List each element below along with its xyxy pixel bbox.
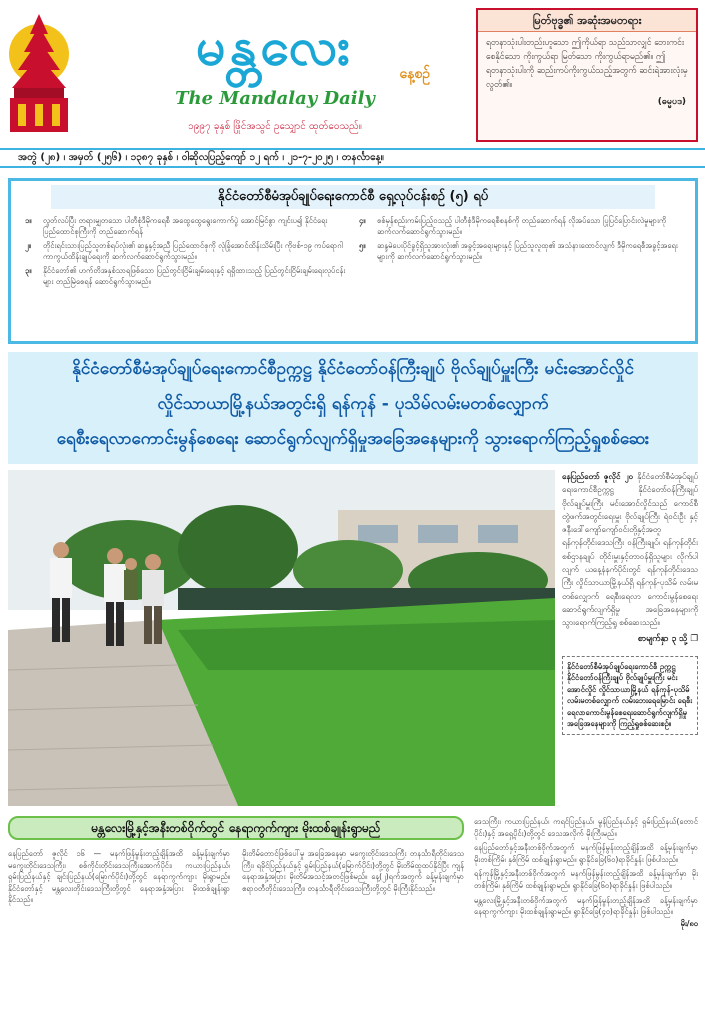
roadmap-item <box>25 265 347 287</box>
roadmap-column-right <box>353 215 687 290</box>
story-body: နိုင်ငံတော်စီမံအုပ်ချုပ်ရေးကောင်စီဥက္ကဋ္ဌ နိုင်ငံတော်ဝန်ကြီးချုပ် ဗိုလ်ချုပ်မှူးကြီး မင်းအောင်လှိုင်သည် ကောင်စီ တွဲဖက်အတွင်းရေးမှူး ဗိုလ်ချုပ်ကြီး ရဲဝင်းဦး နှင့် ဇနီးဒေါ်ကျော်ကျော်ဝင်းတို့နှင့်အတူ ရန်ကုန်တိုင်းဒေသကြီး ဝန်ကြီးချုပ်၊ ရန်ကုန်တိုင်းစစ်ဌာနချုပ် တိုင်းမှူးနှင့်တာဝန်ရှိသူများ လိုက်ပါလျက် ယနေ့နံနက်ပိုင်းတွင် ရန်ကုန်တိုင်းဒေသကြီး လှိုင်သာယာမြို့နယ်ရှိ ရန်ကုန်-ပုသိမ် လမ်းမတစ်လျှောက် ရေစီးရေလာ ကောင်းမွန်စေရေး ဆောင်ရွက်လျက်ရှိမှု အခြေအနေများကို သွားရောက်ကြည့်ရှု စစ်ဆေးသည်။ <box>562 472 698 628</box>
weather-col3-intro: ဒေသကြီး၊ ကယားပြည်နယ်၊ ကရင်ပြည်နယ်၊ မွန်ပြည်နယ်နှင့် ရှမ်းပြည်နယ်(တောင်ပိုင်း)နှင့် အရှေ့ပိုင်း)တို့တွင် ဒေသအလိုက် မိုးကြီးမည်။ <box>474 817 698 838</box>
weather-yangon-forecast: ရန်ကုန်မြို့နှင့်အနီးတစ်ဝိုက်အတွက် မနက်ဖြန်မွန်းတည့်ချိန်အထိ ခန့်မှန်းချက်မှာ မိုးတစ်ကြိမ်၊ နှစ်ကြိမ် ထစ်ချုန်းရွာမည်။ ရွာနိုင်ခြေ(၆၀)ရာခိုင်နှုန်း ဖြစ်ပါသည်။ <box>474 869 698 890</box>
roadmap-box <box>8 178 698 344</box>
roadmap-item-text: လွတ်လပ်ပြီး တရားမျှတသော ပါတီစုံဒီမိုကရေစီ အထွေထွေရွေးကောက်ပွဲ အောင်မြင်စွာ ကျင်းပ၍ နိုင်ငံရေးပြည်ထောင်စုကြီးကို တည်ဆောက်ရန် <box>43 216 328 236</box>
lead-story-column <box>562 470 698 806</box>
weather-column-2: မိုးတိမ်တောင်ဖြစ်ပေါ်မှု အခြေအနေမှာ မကွေးတိုင်းဒေသကြီး တနင်္သာရီတိုင်းဒေသကြီး၊ ရခိုင်ပြည်နယ်နှင့် ရှမ်းပြည်နယ်(မြောက်ပိုင်း)တို့တွင် မိုးတိမ်ထူထပ်နိုင်ပြီး ကျန်နေရာအနှံ့အပြား မိုးတိမ်အသင့်အတင့်ဖြစ်မည်။ နေ့(၂)ရက်အတွက် ခန့်မှန်းချက်မှာ ဧရာဝတီတိုင်းဒေသကြီး၊ တနင်္သာရီတိုင်းဒေသကြီးတို့တွင် မိုးကြီးနိုင်သည်။ <box>242 849 464 893</box>
notice-body: ရတနာသုံးပါးတည်းဟူသော ဤကိုယ်ရာ သည်သာလျှင် ဘေးကင်းစေနိုင်သော ကိုးကွယ်ရာ မြတ်သော ကိုးကွယ်ရာမည်၏။ ဤရတနာသုံးပါးကို ဆည်းကပ်ကိုးကွယ်သည့်အတွက် ဆင်းရဲအားလုံးမှ လွတ်၏။ <box>486 38 688 90</box>
roadmap-column-left <box>19 215 353 290</box>
headline-line-2: လှိုင်သာယာမြို့နယ်အတွင်းရှိ ရန်ကုန် - ပုသိမ်လမ်းမတစ်လျှောက် <box>157 394 549 414</box>
roadmap-item <box>25 215 347 237</box>
dhamma-notice-box <box>476 8 698 142</box>
inspection-photo-image <box>8 470 555 806</box>
continued-page-link[interactable]: စာမျက်နှာ ၃ သို့ ❐ <box>637 633 698 644</box>
roadmap-item-text: ဆန္ဒမဲပေးပိုင်ခွင့်ရှိသူအားလုံး၏ အခွင့်အရေးများနှင့် ပြည်သူလူထု၏ အသံနားထောင်လျက် ဒီမိုကရေစီအခွင့်အရေးများကို ဆက်လက်ဆောင်ရွက်သွားမည်။ <box>377 241 678 261</box>
roadmap-item-text: နိုင်ငံတော်၏ ဟက်တိအနှစ်သာရဖြစ်သော ပြည်တွင်းငြိမ်းချမ်းရေးနှင့် ရရှိထားသည့် ပြည်တွင်းငြိမ်းချမ်းရေးလုပ်ငန်းများ တည်မြဲစေရန် ဆောင်ရွက်သွားမည်။ <box>43 266 346 286</box>
roadmap-item-number: ၁။ <box>25 216 32 225</box>
masthead <box>0 0 705 148</box>
weather-article <box>8 814 698 1016</box>
roadmap-item-number: ၃။ <box>25 266 32 275</box>
headline-line-3: ရေစီးရေလာကောင်းမွန်စေရေး ဆောင်ရွက်လျက်ရှိမှုအခြေအနေများကို သွားရောက်ကြည့်ရှုစစ်ဆေး <box>56 429 650 449</box>
notice-title: မြတ်ဗုဒ္ဓ၏ အဆုံးအမတရား <box>478 10 696 32</box>
weather-mandalay-forecast: မန္တလေးမြို့နှင့်အနီးတစ်ဝိုက်အတွက် မနက်ဖြန်မွန်းတည့်ချိန်အထိ ခန့်မှန်းချက်မှာ နေရာကွက်ကျား မိုးထစ်ချုန်းရွာမည်။ ရွာနိုင်ခြေ(၄၀)ရာခိုင်နှုန်း ဖြစ်ပါသည်။ <box>474 895 698 917</box>
lead-story-text <box>562 470 698 630</box>
newspaper-tagline: ၁၉၉၇ ခုနှစ် ဖြိုင်အသွင် ဥသျှောင် ထုတ်ဝေသည်။ <box>188 121 362 132</box>
newspaper-subtitle: နေ့စဉ် <box>399 66 430 82</box>
roadmap-item-text: စစ်မှန်စည်းကမ်းပြည့်ဝသည့် ပါတီစုံဒီမိုကရေစီစနစ်ကို တည်ဆောက်ရန် လိုအပ်သော ပြုပြင်ပြောင်းလဲမှုများကို ဆက်လက်ဆောင်ရွက်သွားမည်။ <box>377 216 667 236</box>
lead-photo <box>8 470 555 806</box>
weather-heading: မန္တလေးမြို့နှင့်အနီးတစ်ဝိုက်တွင် နေရာကွက်ကျား မိုးထစ်ချုန်းရွာမည် <box>8 816 464 840</box>
palace-logo-icon <box>6 8 72 140</box>
roadmap-item-text: တိုင်းရင်းသားပြည်သူတစ်ရပ်လုံး၏ ဆန္ဒနှင့်အညီ ပြည်ထောင်စုကို လုံခြုံအောင်ထိန်းသိမ်းပြီး ကိုဗစ်-၁၉ ကပ်ရောဂါ ကာကွယ်ထိန်းချုပ်ရေးကို ဆက်လက်ဆောင်ရွက်သွားမည်။ <box>43 241 343 261</box>
issue-dateline: အတွဲ (၂၈) ၊ အမှတ် (၂၅၆) ၊ ၁၃၈၇ ခုနှစ် ၊ ဝါဆိုလပြည့်ကျော် ၁၂ ရက် ၊ ၂၁-၇-၂၀၂၅ ၊ တနင်္လာနေ့။ <box>0 148 705 168</box>
roadmap-item <box>359 215 681 237</box>
roadmap-title: နိုင်ငံတော်စီမံအုပ်ချုပ်ရေးကောင်စီ ရှေ့လုပ်ငန်းစဉ် (၅) ရပ် <box>51 185 655 209</box>
newspaper-title-en: The Mandalay Daily <box>175 88 375 109</box>
roadmap-item-number: ၂။ <box>25 241 31 250</box>
title-block <box>80 4 470 144</box>
roadmap-item-number: ၄။ <box>359 216 366 225</box>
article-page-ref: မိုး/၈၀ <box>680 918 698 928</box>
newspaper-title: မန္တလေး <box>195 16 355 77</box>
roadmap-item <box>25 240 347 262</box>
headline-line-1: နိုင်ငံတော်စီမံအုပ်ချုပ်ရေးကောင်စီဥက္ကဋ္ဌ နိုင်ငံတော်ဝန်ကြီးချုပ် ဗိုလ်ချုပ်မှူးကြီး မင်းအောင်လှိုင် <box>72 359 634 379</box>
roadmap-item <box>359 240 681 262</box>
story-dateline: နေပြည်တော် ဇူလိုင် ၂၀ <box>562 472 634 481</box>
photo-caption: နိုင်ငံတော်စီမံအုပ်ချုပ်ရေးကောင်စီ ဥက္ကဋ္ဌ နိုင်ငံတော်ဝန်ကြီးချုပ် ဗိုလ်ချုပ်မှူးကြီး မင်းအောင်လှိုင် လှိုင်သာယာမြို့နယ် ရန်ကုန်-ပုသိမ် လမ်းမတစ်လျှောက် လမ်းဘေးရေမြောင်း ရေစီးရေလာကောင်းမွန်စေရေးဆောင်ရွက်လျက်ရှိမှုအခြေအနေများကို ကြည့်ရှုစစ်ဆေးစဉ်။ <box>562 656 698 735</box>
lead-headline <box>8 352 698 464</box>
weather-column-1: နေပြည်တော် ဇူလိုင် ၁၆ — မနက်ဖြန်မွန်းတည့်ချိန်အထိ ခန့်မှန်းချက်မှာ မကွေးတိုင်းဒေသကြီး၊ စစ်ကိုင်းတိုင်းဒေသကြီးအောက်ပိုင်း၊ ကယားပြည်နယ်၊ ရှမ်းပြည်နယ်နှင့် ချင်းပြည်နယ်(မြောက်ပိုင်း)တို့တွင် နေရာကွက်ကျား မိုးရွာမည်။ နိုင်ငံတော်နှင့် မန္တလေးတိုင်းဒေသကြီးတို့တွင် နေရာအနှံ့အပြား မိုးထစ်ချုန်းရွာနိုင်သည်။ <box>8 849 230 905</box>
weather-column-3 <box>474 816 698 929</box>
roadmap-item-number: ၅။ <box>359 241 366 250</box>
notice-source: (ဓမ္မပဒ) <box>657 97 686 107</box>
weather-naypyitaw-forecast: နေပြည်တော်နှင့်အနီးတစ်ဝိုက်အတွက် မနက်ဖြန်မွန်းတည့်ချိန်အထိ ခန့်မှန်းချက်မှာ မိုးတစ်ကြိမ်၊ နှစ်ကြိမ် ထစ်ချုန်းရွာမည်။ ရွာနိုင်ခြေ(၆၀)ရာခိုင်နှုန်း ဖြစ်ပါသည်။ <box>474 843 698 864</box>
